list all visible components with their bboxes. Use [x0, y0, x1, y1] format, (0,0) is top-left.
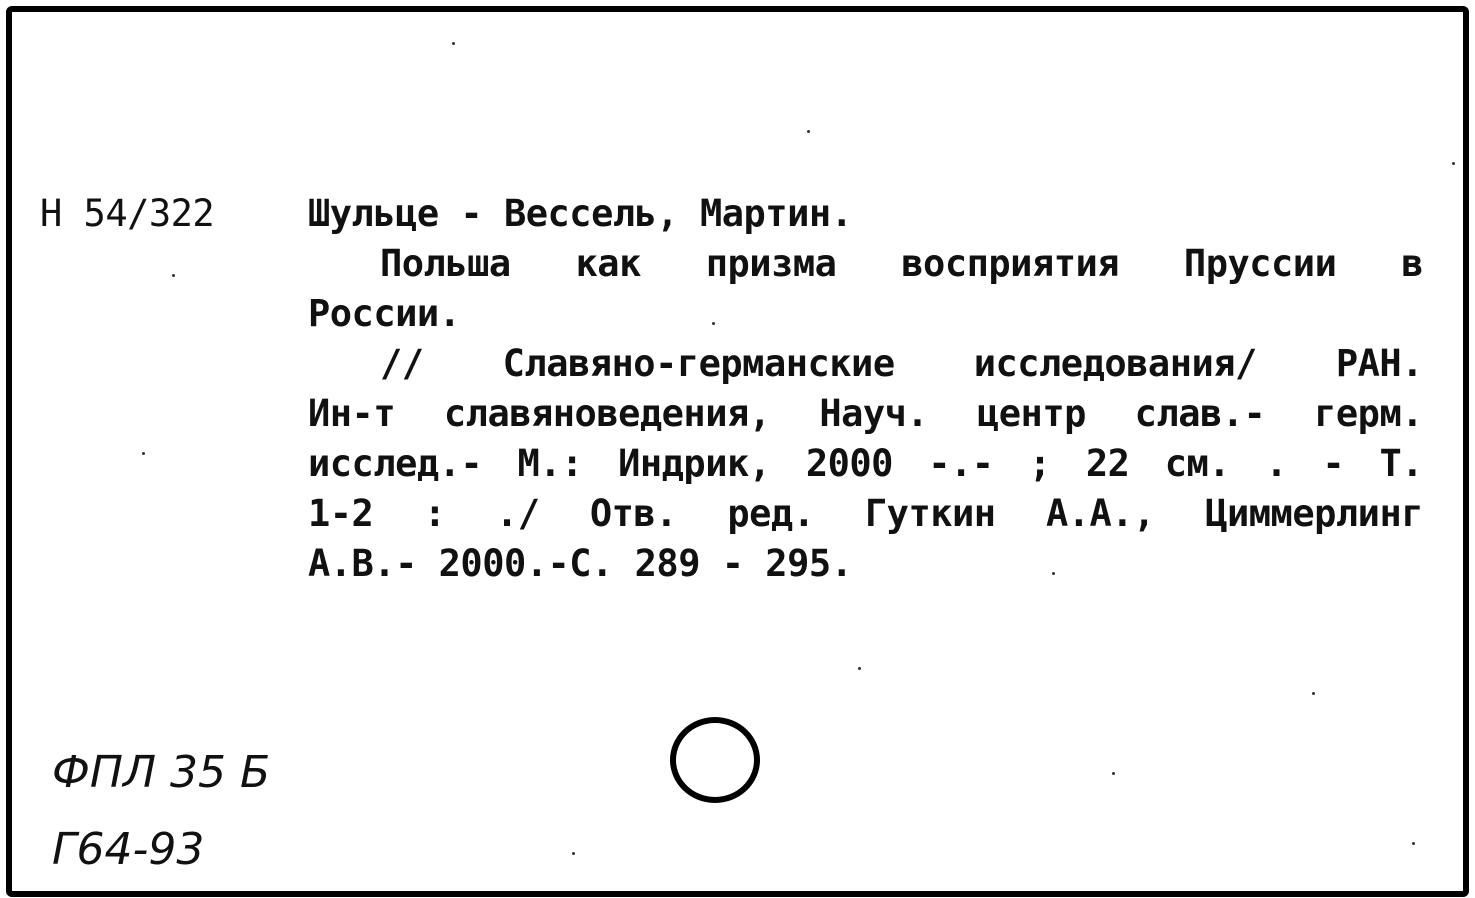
- source-line-4: 1-2 : ./ Отв. ред. Гуткин А.А., Циммерлинг: [308, 492, 1423, 535]
- shelfmark: Н 54/322: [40, 192, 215, 235]
- scan-speck: [142, 452, 145, 455]
- source-line-5: А.В.- 2000.-С. 289 - 295.: [308, 542, 853, 585]
- bibliographic-entry: [308, 192, 1423, 622]
- source-line-2: Ин-т славяноведения, Науч. центр слав.- герм.: [308, 392, 1423, 435]
- scan-speck: [858, 667, 861, 670]
- handwritten-code-2: Г64-93: [52, 824, 205, 875]
- catalog-card: [6, 6, 1469, 897]
- card-punch-hole: [670, 717, 760, 803]
- scan-speck: [1312, 692, 1315, 695]
- title-line-1: Польша как призма восприятия Пруссии в: [380, 242, 1423, 285]
- scan-speck: [1052, 572, 1055, 575]
- scan-speck: [572, 852, 575, 855]
- scan-speck: [1452, 162, 1455, 165]
- scan-speck: [172, 274, 175, 277]
- scan-speck: [712, 322, 715, 325]
- scan-speck: [1412, 842, 1415, 845]
- source-line-3: исслед.- М.: Индрик, 2000 -.- ; 22 см. . - Т.: [308, 442, 1423, 485]
- scan-speck: [1112, 772, 1115, 775]
- title-line-2: России.: [308, 292, 461, 335]
- scan-speck: [807, 130, 810, 133]
- handwritten-code-1: ФПЛ 35 Б: [52, 747, 271, 798]
- author-line: Шульце - Вессель, Мартин.: [308, 192, 853, 235]
- scan-speck: [452, 42, 455, 45]
- source-line-1: // Славяно-германские исследования/ РАН.: [380, 342, 1423, 385]
